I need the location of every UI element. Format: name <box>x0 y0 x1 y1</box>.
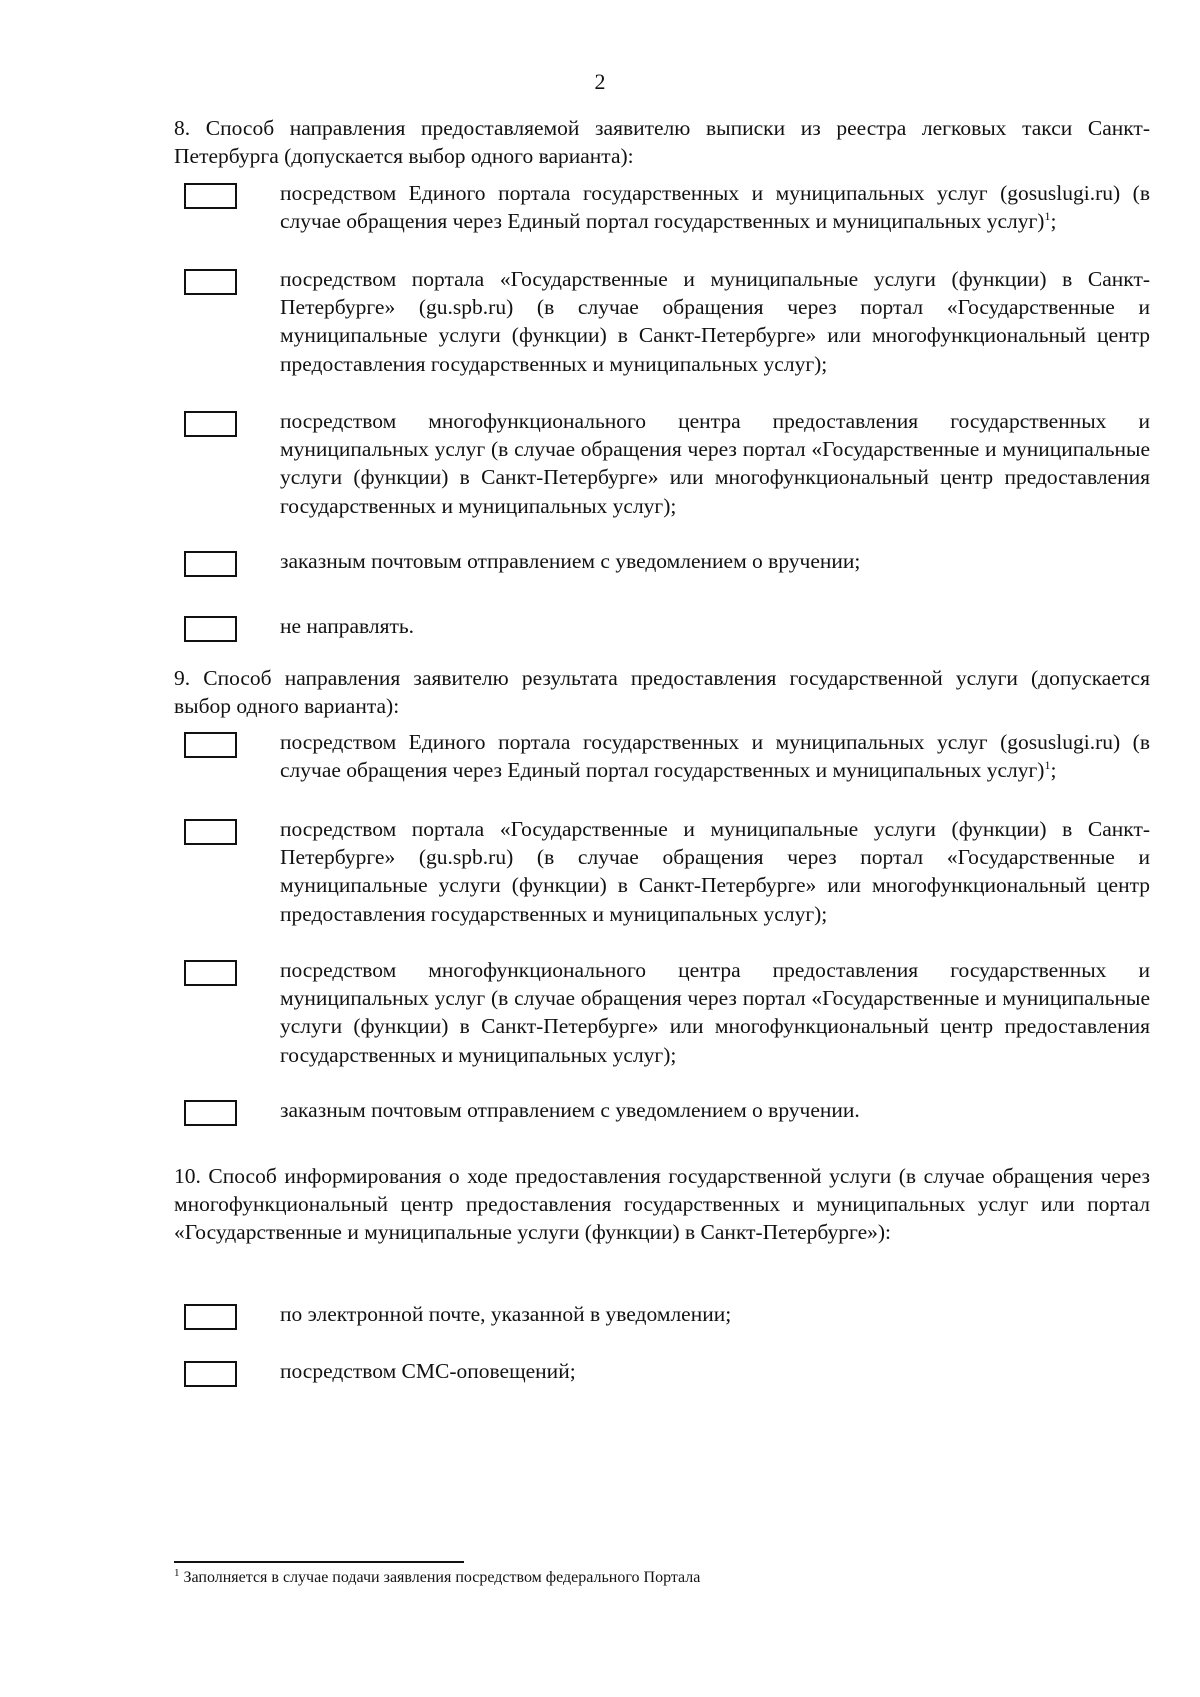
checkbox[interactable] <box>184 269 237 295</box>
section-9-heading: 9. Способ направления заявителю результата предоставления государственной услуги (допускается выбор одного варианта): <box>174 666 1150 719</box>
section-8-heading: 8. Способ направления предоставляемой заявителю выписки из реестра легковых такси Санкт-Петербурга (допускается выбор одного варианта): <box>174 116 1150 169</box>
checkbox[interactable] <box>184 960 237 986</box>
checkbox[interactable] <box>184 1100 237 1126</box>
option-label: по электронной почте, указанной в уведомлении; <box>280 1302 732 1326</box>
option-label: посредством СМС-оповещений; <box>280 1359 576 1383</box>
footnote-separator <box>174 1561 464 1563</box>
option-label: посредством Единого портала государственных и муниципальных услуг (gosuslugi.ru) (в случае обращения через Единый портал государственных и муниципальных услуг)$^1$; <box>280 730 1150 783</box>
option-label: заказным почтовым отправлением с уведомлением о вручении; <box>280 549 861 573</box>
footnote-marker: 1 <box>174 1567 180 1579</box>
option-label: посредством Единого портала государственных и муниципальных услуг (gosuslugi.ru) (в случае обращения через Единый портал государственных и муниципальных услуг)$^1$; <box>280 181 1150 234</box>
section-10-heading: 10. Способ информирования о ходе предоставления государственной услуги (в случае обращения через многофункциональный центр предоставления государственных и муниципальных услуг или портал «Государственные и муниципальные услуги (функции) в Санкт-Петербурге»): <box>174 1164 1150 1245</box>
option-label: посредством портала «Государственные и муниципальные услуги (функции) в Санкт-Петербурге» (gu.spb.ru) (в случае обращения через портал «Государственные и муниципальные услуги (функции) в Санкт-Петербурге» или многофункциональный центр предоставления государственных и муниципальных услуг); <box>280 267 1150 376</box>
checkbox[interactable] <box>184 732 237 758</box>
option-label: посредством портала «Государственные и муниципальные услуги (функции) в Санкт-Петербурге» (gu.spb.ru) (в случае обращения через портал «Государственные и муниципальные услуги (функции) в Санкт-Петербурге» или многофункциональный центр предоставления государственных и муниципальных услуг); <box>280 817 1150 926</box>
checkbox[interactable] <box>184 819 237 845</box>
checkbox[interactable] <box>184 551 237 577</box>
page-number: 2 <box>594 69 606 94</box>
footnote-ref: 1 <box>1044 209 1051 224</box>
section-9 <box>174 664 1150 720</box>
checkbox[interactable] <box>184 616 237 642</box>
checkbox[interactable] <box>184 183 237 209</box>
checkbox[interactable] <box>184 1304 237 1330</box>
option-label: заказным почтовым отправлением с уведомлением о вручении. <box>280 1098 860 1122</box>
checkbox[interactable] <box>184 411 237 437</box>
footnote <box>174 1566 1074 1590</box>
section-8 <box>174 114 1150 170</box>
footnote-ref: 1 <box>1044 758 1051 773</box>
footnote-text: Заполняется в случае подачи заявления посредством федерального Портала <box>183 1569 701 1586</box>
option-label: не направлять. <box>280 614 415 638</box>
option-label: посредством многофункционального центра предоставления государственных и муниципальных услуг (в случае обращения через портал «Государственные и муниципальные услуги (функции) в Санкт-Петербурге» или многофункциональный центр предоставления государственных и муниципальных услуг); <box>280 958 1150 1067</box>
checkbox[interactable] <box>184 1361 237 1387</box>
option-label: посредством многофункционального центра предоставления государственных и муниципальных услуг (в случае обращения через портал «Государственные и муниципальные услуги (функции) в Санкт-Петербурге» или многофункциональный центр предоставления государственных и муниципальных услуг); <box>280 409 1150 518</box>
section-10 <box>174 1162 1150 1247</box>
